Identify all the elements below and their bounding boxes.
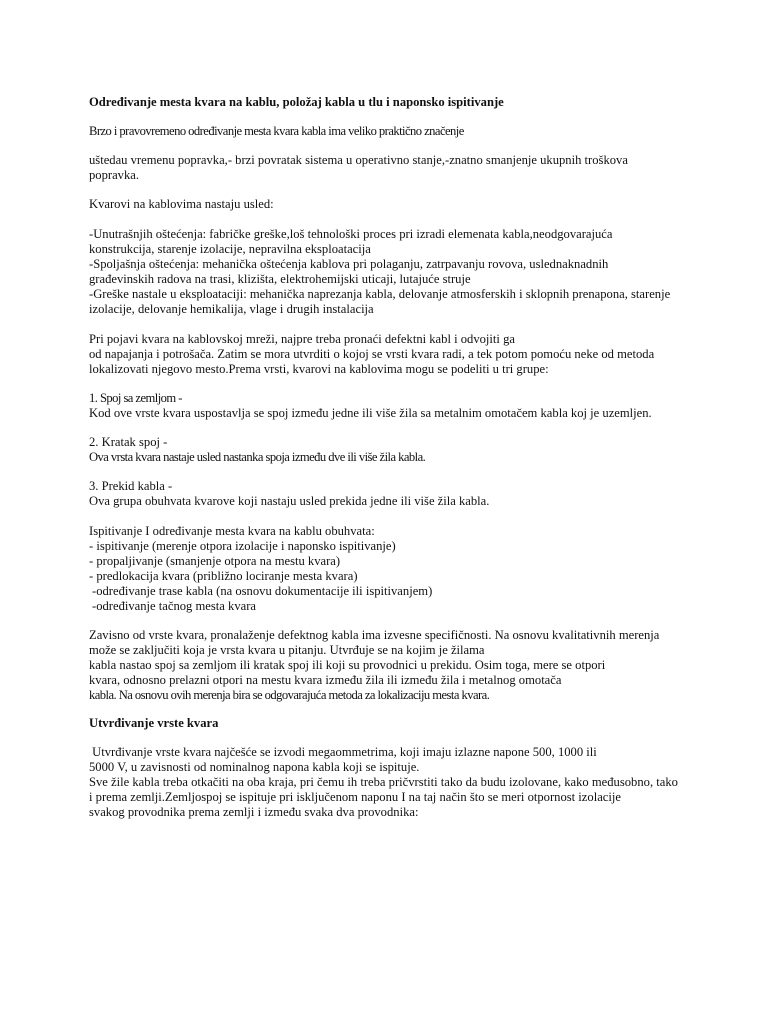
list-item: -određivanje trase kabla (na osnovu dokumentacije ili ispitivanjem) xyxy=(92,584,433,598)
list-item: - predlokacija kvara (približno lociranje mesta kvara) xyxy=(89,569,358,583)
text-line: Sve žile kabla treba otkačiti na oba kraja, pri čemu ih treba pričvrstiti tako da budu izolovane, kako međusobno, tako xyxy=(89,775,678,789)
group-text: Kod ove vrste kvara uspostavlja se spoj između jedne ili više žila sa metalnim omotačem kabla koj je uzemljen. xyxy=(89,406,652,420)
fault-group-2 xyxy=(89,435,689,465)
text-line: konstrukcija, starenje izolacije, nepravilna eksploatacija xyxy=(89,242,371,256)
text-line: Ispitivanje I određivanje mesta kvara na kablu obuhvata: xyxy=(89,524,375,538)
text-line: Pri pojavi kvara na kablovskoj mreži, najpre treba pronaći defektni kabl i odvojiti ga xyxy=(89,332,515,346)
text-line: lokalizovati njegovo mesto.Prema vrsti, kvarovi na kablovima mogu se podeliti u tri grupe: xyxy=(89,362,549,376)
text-line: 5000 V, u zavisnosti od nominalnog napona kabla koji se ispituje. xyxy=(89,760,420,774)
causes-list xyxy=(89,227,689,317)
text-line: -Unutrašnjih oštećenja: fabričke greške,loš tehnološki proces pri izradi elemenata kabla,neodgovarajuća xyxy=(89,227,613,241)
intro-line: Brzo i pravovremeno određivanje mesta kvara kabla ima veliko praktično značenje xyxy=(89,124,464,138)
text-line: svakog provodnika prema zemlji i između svaka dva provodnika: xyxy=(89,805,419,819)
text-line: popravka. xyxy=(89,168,140,182)
document-title: Određivanje mesta kvara na kablu, položaj kabla u tlu i naponsko ispitivanje xyxy=(89,95,504,109)
group-heading: 2. Kratak spoj - xyxy=(89,435,168,449)
causes-heading: Kvarovi na kablovima nastaju usled: xyxy=(89,197,274,211)
testing-list xyxy=(89,524,689,614)
section-body xyxy=(89,745,689,820)
fault-paragraph xyxy=(89,332,689,377)
text-line: kabla nastao spoj sa zemljom ili kratak spoj ili koji su provodnici u prekidu. Osim toga, mere se otpori xyxy=(89,658,606,672)
text-line: izolacije, delovanje hemikalija, vlage i drugih instalacija xyxy=(89,302,374,316)
text-line: Zavisno od vrste kvara, pronalaženje defektnog kabla ima izvesne specifičnosti. Na osnovu kvalitativnih merenja xyxy=(89,628,660,642)
fault-group-1 xyxy=(89,391,689,421)
text-line: uštedau vremenu popravka,- brzi povratak sistema u operativno stanje,-znatno smanjenje ukupnih troškova xyxy=(89,153,628,167)
depending-paragraph xyxy=(89,628,689,703)
text-line: građevinskih radova na trasi, klizišta, elektrohemijski uticaji, lutajuće struje xyxy=(89,272,471,286)
list-item: - ispitivanje (merenje otpora izolacije i naponsko ispitivanje) xyxy=(89,539,396,553)
section-heading: Utvrđivanje vrste kvara xyxy=(89,716,219,730)
list-item: -određivanje tačnog mesta kvara xyxy=(92,599,256,613)
text-line: Utvrđivanje vrste kvara najčešće se izvodi megaommetrima, koji imaju izlazne napone 500, 1000 ili xyxy=(89,745,597,759)
intro-paragraph xyxy=(89,153,689,183)
group-heading: 1. Spoj sa zemljom - xyxy=(89,391,182,405)
text-line: kabla. Na osnovu ovih merenja bira se odgovarajuća metoda za lokalizaciju mesta kvara. xyxy=(89,688,490,702)
text-line: od napajanja i potrošača. Zatim se mora utvrditi o kojoj se vrsti kvara radi, a tek potom pomoću neke od metoda xyxy=(89,347,655,361)
group-heading: 3. Prekid kabla - xyxy=(89,479,173,493)
text-line: -Spoljašnja oštećenja: mehanička oštećenja kablova pri polaganju, zatrpavanju rovova, uslednaknadnih xyxy=(89,257,609,271)
fault-group-3 xyxy=(89,479,689,509)
group-text: Ova grupa obuhvata kvarove koji nastaju usled prekida jedne ili više žila kabla. xyxy=(89,494,490,508)
list-item: - propaljivanje (smanjenje otpora na mestu kvara) xyxy=(89,554,341,568)
text-line: i prema zemlji.Zemljospoj se ispituje pri isključenom naponu I na taj način što se meri otpornost izolacije xyxy=(89,790,621,804)
group-text: Ova vrsta kvara nastaje usled nastanka spoja između dve ili više žila kabla. xyxy=(89,450,426,464)
text-line: -Greške nastale u eksploataciji: mehanička naprezanja kabla, delovanje atmosferskih i sklopnih prenapona, starenje xyxy=(89,287,671,301)
text-line: kvara, odnosno prelazni otpori na mestu kvara između žila ili između žila i metalnog omotača xyxy=(89,673,562,687)
text-line: može se zaključiti koja je vrsta kvara u pitanju. Utvrđuje se na kojim je žilama xyxy=(89,643,485,657)
